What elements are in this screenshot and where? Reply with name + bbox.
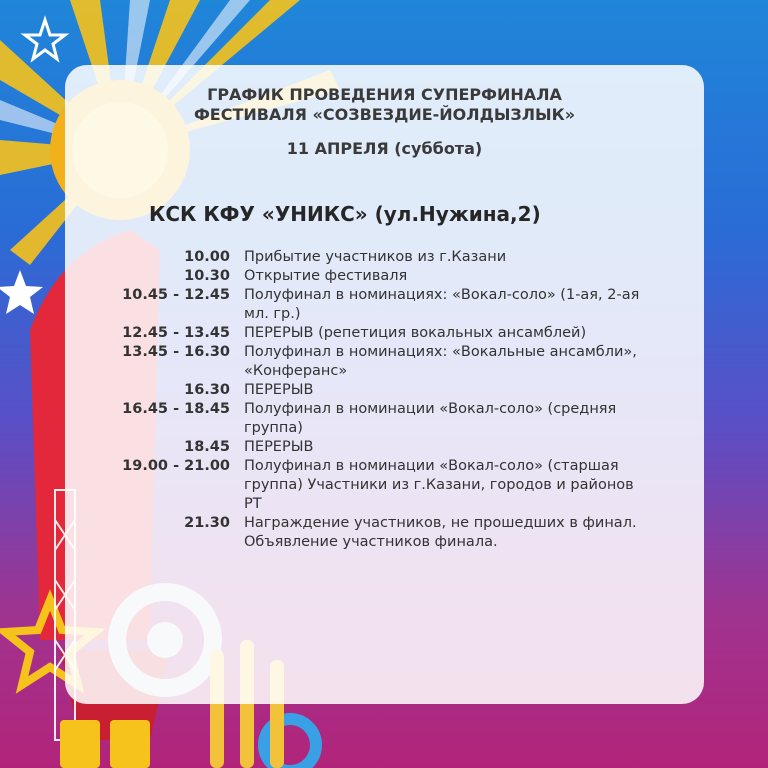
schedule-time: 16.45 - 18.45 (122, 401, 230, 417)
schedule-desc: ПЕРЕРЫВ (244, 382, 314, 398)
schedule-desc: Полуфинал в номинациях: «Вокал-соло» (1-ая, 2-ая мл. гр.) (244, 287, 640, 322)
schedule-row (65, 381, 704, 400)
schedule-title-line1: ГРАФИК ПРОВЕДЕНИЯ СУПЕРФИНАЛА (207, 85, 562, 104)
schedule-time: 16.30 (184, 382, 230, 398)
venue-heading: КСК КФУ «УНИКС» (ул.Нужина,2) (149, 202, 541, 226)
schedule-time: 10.00 (184, 249, 230, 265)
star-icon (0, 270, 43, 314)
schedule-time: 21.30 (184, 515, 230, 531)
schedule-time: 18.45 (184, 439, 230, 455)
schedule-time: 19.00 - 21.00 (122, 458, 230, 474)
schedule-row (65, 324, 704, 343)
schedule-list (65, 248, 704, 552)
schedule-row (65, 286, 704, 324)
schedule-desc: Полуфинал в номинации «Вокал-соло» (средняя группа) (244, 401, 617, 436)
schedule-desc: Прибытие участников из г.Казани (244, 249, 507, 265)
schedule-row (65, 457, 704, 514)
schedule-row (65, 267, 704, 286)
schedule-desc: Полуфинал в номинациях: «Вокальные ансамбли», «Конферанс» (244, 344, 637, 379)
schedule-time: 13.45 - 16.30 (122, 344, 230, 360)
schedule-desc: Награждение участников, не прошедших в финал. Объявление участников финала. (244, 515, 637, 550)
schedule-time: 12.45 - 13.45 (122, 325, 230, 341)
schedule-title-line2: ФЕСТИВАЛЯ «СОЗВЕЗДИЕ-ЙОЛДЫЗЛЫК» (193, 105, 576, 124)
star-icon (25, 20, 65, 59)
schedule-row (65, 438, 704, 457)
schedule-time: 10.45 - 12.45 (122, 287, 230, 303)
schedule-desc: ПЕРЕРЫВ (репетиция вокальных ансамблей) (244, 325, 587, 341)
schedule-card (65, 65, 704, 704)
schedule-row (65, 343, 704, 381)
schedule-desc: Полуфинал в номинации «Вокал-соло» (старшая группа) Участники из г.Казани, городов и районов РТ (244, 458, 634, 512)
schedule-row (65, 514, 704, 552)
schedule-desc: ПЕРЕРЫВ (244, 439, 314, 455)
schedule-row (65, 248, 704, 267)
schedule-time: 10.30 (184, 268, 230, 284)
schedule-date: 11 АПРЕЛЯ (суббота) (286, 139, 483, 158)
schedule-row (65, 400, 704, 438)
schedule-desc: Открытие фестиваля (244, 268, 408, 284)
